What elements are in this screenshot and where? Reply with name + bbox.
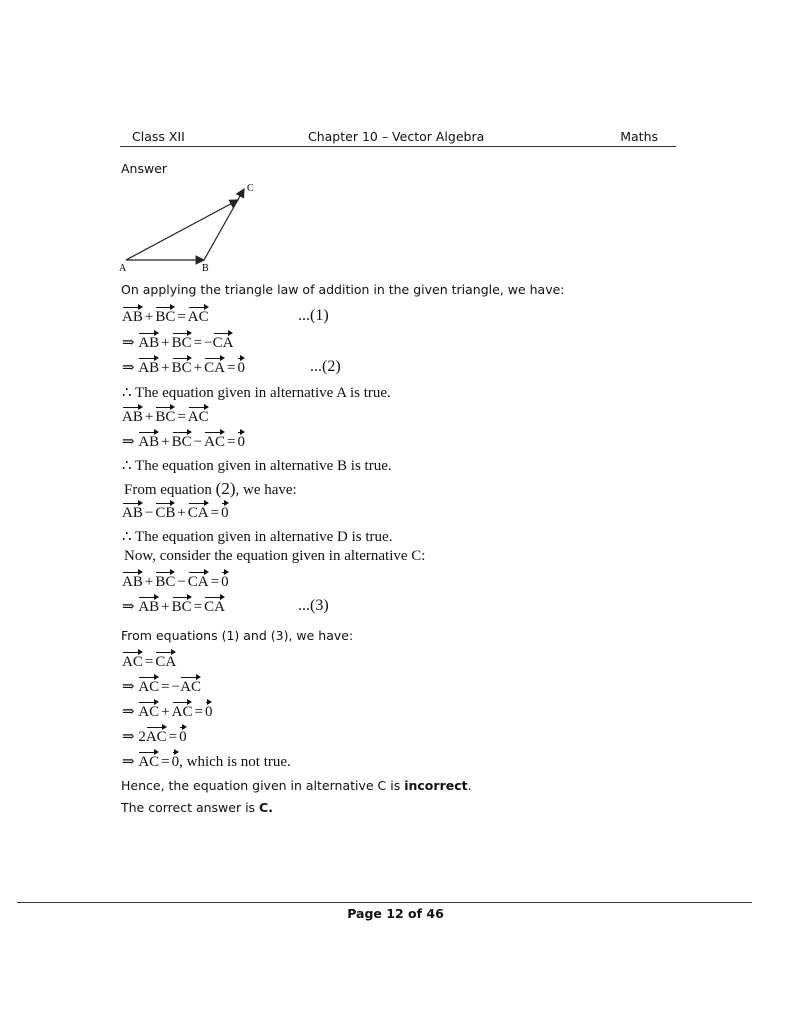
op-minus: − — [193, 434, 203, 450]
op-plus: + — [144, 409, 154, 425]
op-plus: + — [144, 309, 154, 325]
vec-ca: CA — [204, 599, 225, 615]
vec-ac: AC — [145, 729, 167, 745]
vec-ab: AB — [122, 409, 143, 425]
vec-ac: AC — [187, 409, 209, 425]
op-eq: = — [226, 360, 236, 376]
op-plus: + — [193, 360, 203, 376]
final-prefix: The correct answer is — [121, 800, 260, 815]
label-b: B — [202, 263, 209, 274]
implies-symbol: ⇒ — [122, 729, 135, 745]
statement-text: The equation given in alternative D is true. — [135, 529, 393, 545]
op-eq: = — [210, 574, 220, 590]
vec-bc: BC — [155, 574, 176, 590]
header-subject: Maths — [620, 129, 658, 144]
page-number: Page 12 of 46 — [347, 906, 444, 921]
implies-symbol: ⇒ — [122, 599, 135, 615]
op-neg: − — [171, 679, 181, 695]
vec-ab: AB — [138, 335, 160, 351]
vec-ab: AB — [122, 574, 143, 590]
statement-text: From equation — [124, 482, 212, 498]
equation-3 — [122, 597, 225, 616]
op-eq: = — [161, 754, 170, 770]
vec-bc: BC — [155, 309, 176, 325]
equation-1 — [122, 307, 209, 326]
footer-divider — [17, 902, 752, 903]
op-minus: − — [177, 574, 186, 590]
eq-tag-2: ...(2) — [310, 358, 341, 375]
vec-zero: 0 — [179, 729, 187, 745]
vec-cb: CB — [155, 505, 176, 521]
op-eq: = — [193, 599, 203, 615]
op-plus: + — [161, 704, 170, 720]
op-eq: = — [194, 704, 203, 720]
equation-alt-b-2 — [122, 432, 245, 451]
vec-ca: CA — [187, 574, 209, 590]
vec-ab: AB — [138, 360, 160, 376]
final-bold: C. — [259, 800, 273, 815]
vec-zero: 0 — [221, 505, 229, 521]
equation-c-4 — [122, 727, 187, 746]
equation-c-2 — [122, 677, 201, 696]
implies-symbol: ⇒ — [122, 360, 135, 376]
op-plus: + — [177, 505, 186, 521]
statement-from-eq2 — [124, 479, 297, 499]
therefore-symbol: ∴ — [122, 385, 132, 401]
final-answer — [121, 800, 273, 815]
vec-bc: BC — [171, 599, 192, 615]
implies-symbol: ⇒ — [122, 335, 135, 351]
therefore-symbol: ∴ — [122, 458, 132, 474]
equation-alt-c-1 — [122, 572, 229, 591]
vec-ab: AB — [138, 599, 160, 615]
vec-ac: AC — [204, 434, 225, 450]
vec-zero: 0 — [237, 434, 245, 450]
statement-text: , which is not true. — [179, 754, 291, 770]
answer-label: Answer — [121, 161, 168, 176]
op-plus: + — [144, 574, 154, 590]
conclusion-bold: incorrect — [404, 778, 468, 793]
vec-ab: AB — [138, 434, 160, 450]
label-c: C — [247, 183, 254, 194]
conclusion-text — [121, 778, 472, 793]
equation-c-1 — [122, 652, 176, 671]
op-plus: + — [161, 360, 170, 376]
vec-ca: CA — [204, 360, 225, 376]
implies-symbol: ⇒ — [122, 679, 135, 695]
eq-ref: (2) — [215, 479, 236, 498]
equation-c-3 — [122, 702, 212, 721]
vec-ab: AB — [122, 505, 143, 521]
op-eq: = — [193, 335, 203, 351]
equation-c-5 — [122, 752, 291, 771]
op-neg: − — [204, 335, 213, 351]
op-minus: − — [144, 505, 154, 521]
vector-bc-line — [204, 189, 244, 260]
op-plus: + — [161, 599, 170, 615]
implies-symbol: ⇒ — [122, 434, 135, 450]
intro-text: On applying the triangle law of addition in the given triangle, we have: — [121, 282, 565, 297]
statement-text: , we have: — [235, 482, 297, 498]
op-eq: = — [168, 729, 178, 745]
vec-ac: AC — [171, 704, 193, 720]
implies-symbol: ⇒ — [122, 754, 135, 770]
op-eq: = — [210, 505, 220, 521]
statement-consider-c: Now, consider the equation given in alternative C: — [124, 548, 426, 564]
label-a: A — [119, 263, 127, 274]
triangle-figure — [116, 180, 261, 274]
equation-alt-b-1 — [122, 407, 209, 426]
implies-symbol: ⇒ — [122, 704, 135, 720]
statement-text: The equation given in alternative B is true. — [135, 458, 392, 474]
eq-tag-3: ...(3) — [298, 597, 329, 614]
statement-text: The equation given in alternative A is true. — [135, 385, 391, 401]
statement-alt-b — [122, 456, 392, 475]
op-eq: = — [177, 409, 186, 425]
vec-bc: BC — [155, 409, 176, 425]
vec-ac: AC — [138, 754, 160, 770]
vec-zero: 0 — [237, 360, 245, 376]
vec-ac: AC — [138, 679, 160, 695]
statement-from-eq13: From equations (1) and (3), we have: — [121, 628, 354, 643]
page-header — [120, 129, 676, 147]
vec-ca: CA — [212, 335, 234, 351]
coefficient: 2 — [138, 729, 146, 745]
vec-zero: 0 — [204, 704, 213, 720]
statement-alt-a — [122, 383, 391, 402]
vec-bc: BC — [171, 360, 192, 376]
vec-ac: AC — [187, 309, 209, 325]
conclusion-prefix: Hence, the equation given in alternative C is — [121, 778, 405, 793]
op-eq: = — [144, 654, 154, 670]
vec-bc: BC — [171, 434, 192, 450]
equation-2 — [122, 358, 245, 377]
vec-ab: AB — [122, 309, 143, 325]
equation-1b — [122, 333, 233, 352]
op-eq: = — [177, 309, 186, 325]
vec-bc: BC — [171, 335, 192, 351]
vec-ac: AC — [180, 679, 201, 695]
op-plus: + — [161, 434, 170, 450]
statement-alt-d — [122, 527, 392, 546]
vec-ca: CA — [187, 505, 209, 521]
vec-ac: AC — [138, 704, 160, 720]
header-chapter: Chapter 10 – Vector Algebra — [308, 129, 485, 144]
vec-ca: CA — [155, 654, 177, 670]
vec-zero: 0 — [221, 574, 229, 590]
op-eq: = — [161, 679, 170, 695]
equation-alt-d — [122, 503, 229, 522]
op-plus: + — [161, 335, 170, 351]
vec-zero: 0 — [171, 754, 180, 770]
therefore-symbol: ∴ — [122, 529, 132, 545]
conclusion-suffix: . — [467, 778, 472, 793]
op-eq: = — [226, 434, 236, 450]
eq-tag-1: ...(1) — [298, 307, 329, 324]
vec-ac: AC — [122, 654, 143, 670]
header-class: Class XII — [132, 129, 185, 144]
